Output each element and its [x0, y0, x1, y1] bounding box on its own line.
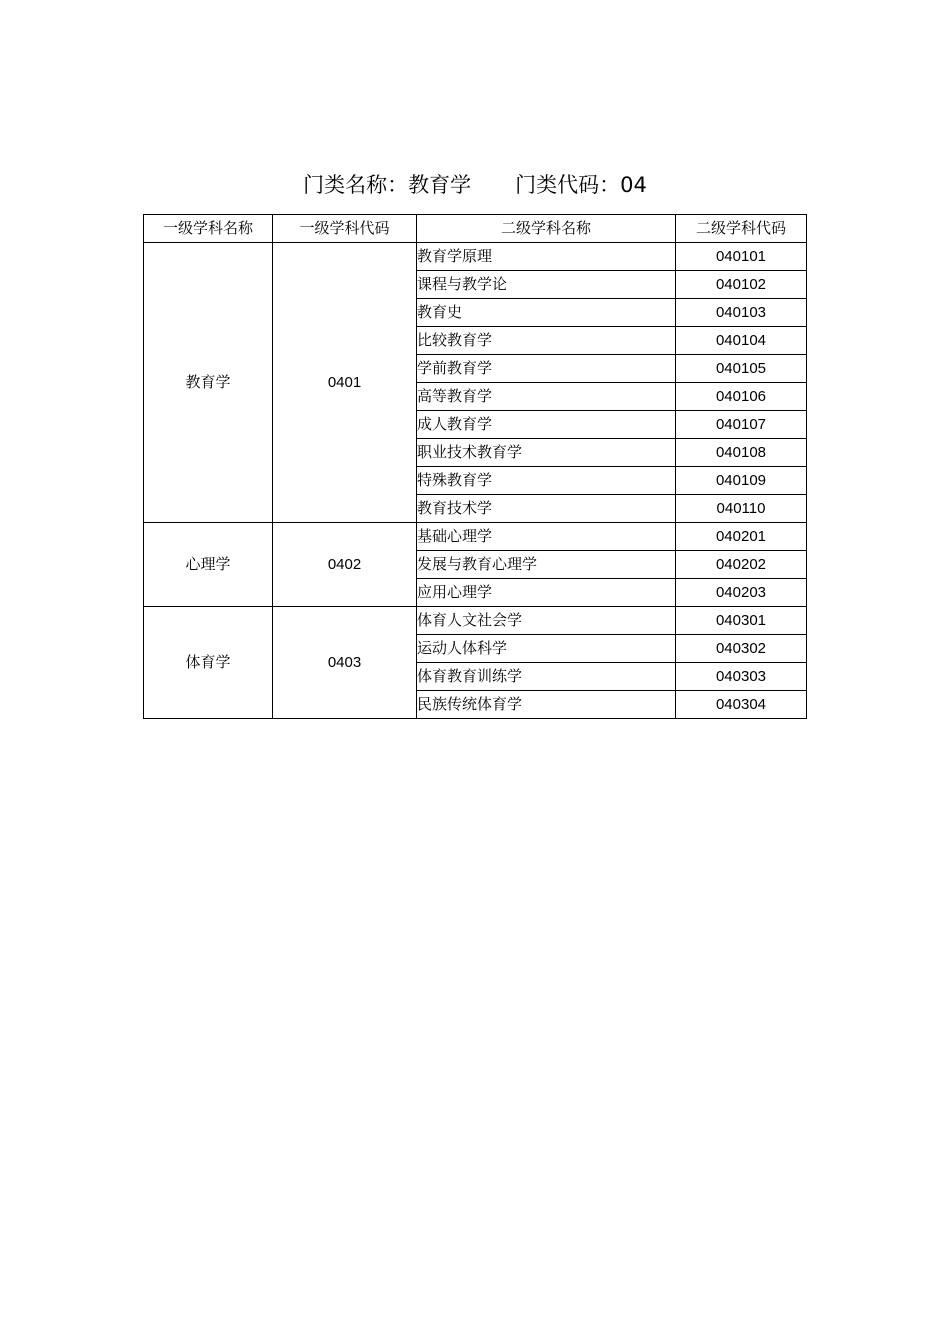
- category-name: 教育学: [408, 173, 472, 197]
- second-level-name: 教育学原理: [417, 243, 676, 271]
- second-level-name: 发展与教育心理学: [417, 551, 676, 579]
- second-level-name: 运动人体科学: [417, 635, 676, 663]
- second-level-name: 职业技术教育学: [417, 439, 676, 467]
- table-body: [144, 243, 807, 719]
- second-level-name: 学前教育学: [417, 355, 676, 383]
- first-level-name: 教育学: [144, 243, 273, 523]
- second-level-code: 040101: [676, 243, 807, 271]
- second-level-code: 040105: [676, 355, 807, 383]
- second-level-code: 040104: [676, 327, 807, 355]
- first-level-code: 0401: [273, 243, 417, 523]
- second-level-code: 040108: [676, 439, 807, 467]
- second-level-name: 课程与教学论: [417, 271, 676, 299]
- second-level-name: 高等教育学: [417, 383, 676, 411]
- page-title: [0, 170, 950, 200]
- table-row: [144, 243, 807, 271]
- column-header-first-level-name: 一级学科名称: [144, 215, 273, 243]
- table-row: [144, 523, 807, 551]
- second-level-code: 040304: [676, 691, 807, 719]
- second-level-code: 040302: [676, 635, 807, 663]
- second-level-name: 教育技术学: [417, 495, 676, 523]
- second-level-name: 民族传统体育学: [417, 691, 676, 719]
- category-code-label: 门类代码：: [515, 173, 621, 197]
- second-level-name: 成人教育学: [417, 411, 676, 439]
- second-level-code: 040202: [676, 551, 807, 579]
- first-level-code: 0402: [273, 523, 417, 607]
- second-level-code: 040107: [676, 411, 807, 439]
- second-level-name: 比较教育学: [417, 327, 676, 355]
- second-level-name: 教育史: [417, 299, 676, 327]
- second-level-name: 应用心理学: [417, 579, 676, 607]
- table-row: [144, 607, 807, 635]
- category-code: 04: [620, 173, 647, 197]
- second-level-name: 体育教育训练学: [417, 663, 676, 691]
- column-header-second-level-name: 二级学科名称: [417, 215, 676, 243]
- second-level-code: 040303: [676, 663, 807, 691]
- second-level-name: 特殊教育学: [417, 467, 676, 495]
- second-level-code: 040301: [676, 607, 807, 635]
- second-level-code: 040106: [676, 383, 807, 411]
- second-level-code: 040203: [676, 579, 807, 607]
- second-level-code: 040103: [676, 299, 807, 327]
- second-level-code: 040102: [676, 271, 807, 299]
- category-name-label: 门类名称：: [303, 173, 409, 197]
- table-header-row: [144, 215, 807, 243]
- first-level-name: 心理学: [144, 523, 273, 607]
- second-level-code: 040109: [676, 467, 807, 495]
- first-level-code: 0403: [273, 607, 417, 719]
- second-level-name: 基础心理学: [417, 523, 676, 551]
- discipline-table: [143, 214, 807, 719]
- second-level-code: 040201: [676, 523, 807, 551]
- first-level-name: 体育学: [144, 607, 273, 719]
- column-header-first-level-code: 一级学科代码: [273, 215, 417, 243]
- second-level-name: 体育人文社会学: [417, 607, 676, 635]
- column-header-second-level-code: 二级学科代码: [676, 215, 807, 243]
- second-level-code: 040110: [676, 495, 807, 523]
